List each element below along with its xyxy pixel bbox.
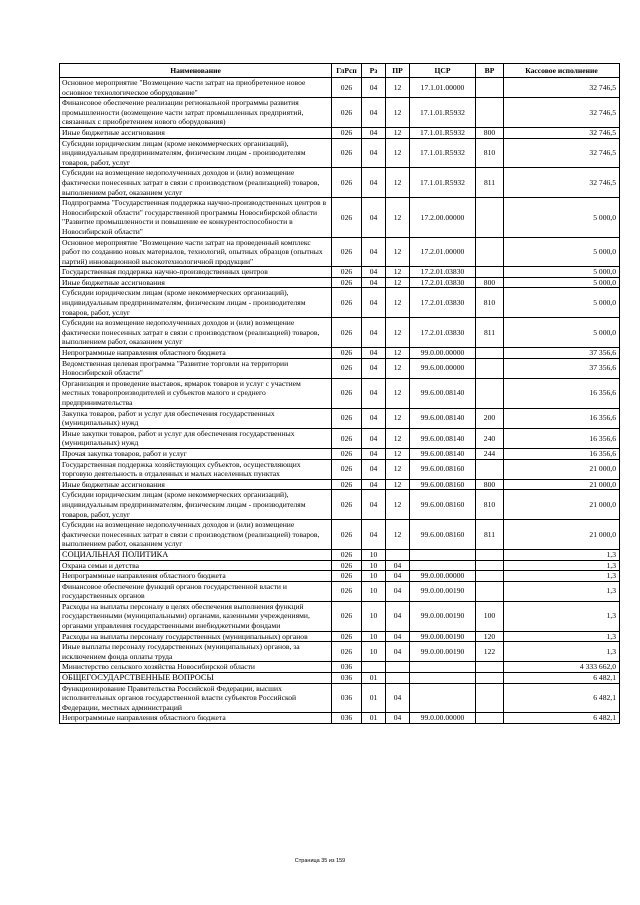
cell-name: Иные закупки товаров, работ и услуг для обеспечения государственных (муниципальных) нужд [60,428,332,448]
cell-name: Государственная поддержка хозяйствующих субъектов, осуществляющих торговую деятельность в отдаленных и малых населенных пунктах [60,459,332,479]
table-row [60,520,620,550]
cell-vr: 811 [476,168,504,198]
cell-sum: 5 000,0 [504,237,620,267]
cell-name: Государственная поддержка научно-производственных центров [60,267,332,278]
cell-vr: 811 [476,318,504,348]
cell-grs: 026 [332,98,362,128]
cell-vr [476,581,504,601]
cell-csr: 17.2.01.00000 [410,237,476,267]
cell-pr: 12 [386,98,410,128]
cell-rz: 10 [362,549,386,560]
cell-pr: 04 [386,683,410,713]
table-row [60,662,620,673]
cell-sum: 16 356,6 [504,448,620,459]
cell-vr [476,459,504,479]
cell-vr [476,662,504,673]
cell-sum: 6 482,1 [504,713,620,724]
cell-sum: 16 356,6 [504,378,620,408]
cell-csr: 99.6.00.08140 [410,378,476,408]
cell-name: Расходы на выплаты персоналу государственных (муниципальных) органов [60,631,332,642]
cell-sum: 1,3 [504,549,620,560]
cell-name: Субсидии на возмещение недополученных доходов и (или) возмещение фактически понесенных затрат в связи с производством (реализацией) товаров, выполнением работ, оказанием услуг [60,168,332,198]
cell-grs: 036 [332,662,362,673]
cell-grs: 026 [332,358,362,378]
cell-sum: 1,3 [504,642,620,662]
cell-rz [362,662,386,673]
cell-pr [386,549,410,560]
cell-pr: 12 [386,428,410,448]
cell-vr: 120 [476,631,504,642]
cell-sum: 1,3 [504,601,620,631]
cell-csr [410,560,476,571]
cell-sum: 6 482,1 [504,673,620,684]
cell-vr [476,713,504,724]
cell-vr: 240 [476,428,504,448]
header-rz: Рз [362,64,386,78]
cell-name: Непрограммные направления областного бюджета [60,713,332,724]
cell-grs: 026 [332,581,362,601]
cell-csr: 99.0.00.00000 [410,571,476,582]
cell-name: Иные бюджетные ассигнования [60,479,332,490]
cell-grs: 036 [332,683,362,713]
cell-name: Основное мероприятие "Возмещение части затрат на проведенный комплекс работ по созданию новых материалов, технологий, опытных образцов (опытных партий) инновационной высокотехнологичной продукции" [60,237,332,267]
cell-rz: 04 [362,448,386,459]
cell-sum: 1,3 [504,571,620,582]
cell-sum: 32 746,5 [504,78,620,98]
table-row [60,581,620,601]
cell-pr: 12 [386,479,410,490]
cell-name: Субсидии юридическим лицам (кроме некоммерческих организаций), индивидуальным предпринимателям, физическим лицам - производителям товаров, работ, услуг [60,288,332,318]
cell-vr: 800 [476,479,504,490]
cell-vr [476,358,504,378]
cell-sum: 5 000,0 [504,318,620,348]
cell-grs: 026 [332,601,362,631]
cell-sum: 1,3 [504,560,620,571]
table-row [60,683,620,713]
header-pr: ПР [386,64,410,78]
cell-grs: 036 [332,713,362,724]
cell-rz: 01 [362,713,386,724]
cell-sum: 1,3 [504,581,620,601]
table-row [60,448,620,459]
cell-pr: 12 [386,378,410,408]
cell-vr: 810 [476,138,504,168]
cell-grs: 026 [332,408,362,428]
table-row [60,408,620,428]
cell-pr: 12 [386,490,410,520]
cell-sum: 21 000,0 [504,479,620,490]
cell-pr: 04 [386,631,410,642]
cell-sum: 4 333 662,0 [504,662,620,673]
table-row [60,127,620,138]
cell-vr: 200 [476,408,504,428]
cell-rz: 04 [362,138,386,168]
cell-vr [476,198,504,237]
cell-rz: 04 [362,318,386,348]
cell-csr: 99.6.00.08160 [410,459,476,479]
cell-pr: 12 [386,408,410,428]
cell-name: Субсидии на возмещение недополученных доходов и (или) возмещение фактически понесенных затрат в связи с производством (реализацией) товаров, выполнением работ, оказанием услуг [60,318,332,348]
table-row [60,601,620,631]
cell-grs: 026 [332,631,362,642]
cell-name: ОБЩЕГОСУДАРСТВЕННЫЕ ВОПРОСЫ [60,673,332,684]
table-row [60,168,620,198]
cell-pr: 12 [386,78,410,98]
cell-csr: 99.0.00.00190 [410,601,476,631]
cell-vr: 811 [476,520,504,550]
cell-csr: 17.1.01.00000 [410,78,476,98]
cell-grs: 026 [332,78,362,98]
cell-csr [410,662,476,673]
cell-vr: 800 [476,127,504,138]
cell-sum: 32 746,5 [504,168,620,198]
cell-csr: 99.6.00.08140 [410,448,476,459]
cell-vr [476,571,504,582]
cell-csr: 99.6.00.08140 [410,408,476,428]
cell-name: Ведомственная целевая программа "Развитие торговли на территории Новосибирской области" [60,358,332,378]
cell-rz: 04 [362,288,386,318]
cell-grs: 026 [332,127,362,138]
cell-vr [476,78,504,98]
table-row [60,459,620,479]
cell-name: Иные бюджетные ассигнования [60,277,332,288]
cell-grs: 026 [332,571,362,582]
cell-vr [476,267,504,278]
cell-pr: 12 [386,348,410,359]
cell-rz: 10 [362,601,386,631]
cell-csr: 99.0.00.00000 [410,713,476,724]
cell-grs: 026 [332,138,362,168]
table-row [60,673,620,684]
cell-rz: 04 [362,98,386,128]
table-row [60,631,620,642]
cell-vr [476,549,504,560]
cell-rz: 04 [362,277,386,288]
table-row [60,358,620,378]
cell-rz: 10 [362,631,386,642]
cell-rz: 04 [362,78,386,98]
cell-grs: 026 [332,288,362,318]
cell-sum: 16 356,6 [504,428,620,448]
page-number: Страница 35 из 159 [294,858,346,864]
cell-name: Непрограммные направления областного бюджета [60,571,332,582]
table-row [60,318,620,348]
cell-sum: 32 746,5 [504,98,620,128]
table-row [60,267,620,278]
cell-sum: 5 000,0 [504,277,620,288]
cell-csr: 17.2.00.00000 [410,198,476,237]
table-row [60,98,620,128]
cell-sum: 5 000,0 [504,198,620,237]
cell-rz: 10 [362,571,386,582]
cell-pr: 12 [386,448,410,459]
cell-rz: 01 [362,673,386,684]
cell-grs: 026 [332,448,362,459]
cell-sum: 16 356,6 [504,408,620,428]
cell-grs: 026 [332,378,362,408]
cell-rz: 04 [362,237,386,267]
table-row [60,479,620,490]
cell-grs: 026 [332,267,362,278]
header-sum: Кассовое исполнение [504,64,620,78]
cell-pr: 04 [386,713,410,724]
cell-name: Иные бюджетные ассигнования [60,127,332,138]
cell-name: Организация и проведение выставок, ярмарок товаров и услуг с участием местных товаропроизводителей и субъектов малого и среднего предпринимательства [60,378,332,408]
cell-vr [476,683,504,713]
cell-name: Министерство сельского хозяйства Новосибирской области [60,662,332,673]
cell-sum: 32 746,5 [504,127,620,138]
cell-csr: 99.6.00.08160 [410,520,476,550]
cell-sum: 21 000,0 [504,520,620,550]
cell-sum: 37 356,6 [504,348,620,359]
table-row [60,237,620,267]
cell-rz: 04 [362,459,386,479]
cell-vr: 244 [476,448,504,459]
table-row [60,571,620,582]
cell-csr: 99.0.00.00190 [410,581,476,601]
header-name: Наименование [60,64,332,78]
cell-csr: 17.2.01.03830 [410,267,476,278]
cell-name: Основное мероприятие "Возмещение части затрат на приобретенное новое основное технологическое оборудование" [60,78,332,98]
cell-csr [410,683,476,713]
cell-vr [476,98,504,128]
cell-csr: 99.0.00.00000 [410,348,476,359]
cell-pr: 12 [386,358,410,378]
header-grs: ГлРсп [332,64,362,78]
cell-csr: 17.2.01.03830 [410,277,476,288]
cell-vr: 122 [476,642,504,662]
cell-csr: 99.6.00.08160 [410,479,476,490]
cell-csr [410,673,476,684]
cell-csr: 17.1.01.R5932 [410,98,476,128]
cell-pr: 12 [386,277,410,288]
table-row [60,348,620,359]
cell-csr: 17.2.01.03830 [410,318,476,348]
cell-grs: 026 [332,168,362,198]
cell-pr: 12 [386,168,410,198]
cell-grs: 026 [332,490,362,520]
cell-name: Непрограммные направления областного бюджета [60,348,332,359]
cell-sum: 21 000,0 [504,490,620,520]
cell-sum: 5 000,0 [504,288,620,318]
cell-vr [476,348,504,359]
cell-vr: 800 [476,277,504,288]
header-vr: ВР [476,64,504,78]
budget-table-sheet [59,63,619,724]
cell-rz: 04 [362,408,386,428]
cell-grs: 026 [332,642,362,662]
table-row [60,277,620,288]
cell-sum: 6 482,1 [504,683,620,713]
cell-grs: 026 [332,560,362,571]
cell-name: Подпрограмма "Государственная поддержка научно-производственных центров в Новосибирской области" государственной программы Новосибирской области "Развитие промышленности и повышение ее конкурентоспособности в Новосибирской области" [60,198,332,237]
cell-rz: 10 [362,560,386,571]
cell-grs: 026 [332,520,362,550]
cell-pr: 12 [386,127,410,138]
cell-sum: 5 000,0 [504,267,620,278]
cell-name: СОЦИАЛЬНАЯ ПОЛИТИКА [60,549,332,560]
cell-pr: 04 [386,642,410,662]
cell-pr: 12 [386,288,410,318]
cell-pr: 12 [386,198,410,237]
cell-grs: 026 [332,549,362,560]
table-body [60,78,620,724]
cell-rz: 10 [362,642,386,662]
cell-rz: 04 [362,127,386,138]
cell-grs: 026 [332,428,362,448]
cell-pr: 12 [386,318,410,348]
cell-pr: 12 [386,237,410,267]
cell-grs: 026 [332,348,362,359]
cell-rz: 04 [362,198,386,237]
table-row [60,428,620,448]
cell-grs: 026 [332,318,362,348]
header-csr: ЦСР [410,64,476,78]
cell-rz: 04 [362,348,386,359]
cell-vr: 810 [476,288,504,318]
cell-grs: 026 [332,459,362,479]
cell-sum: 37 356,6 [504,358,620,378]
cell-rz: 04 [362,520,386,550]
cell-csr: 17.2.01.03830 [410,288,476,318]
cell-csr: 17.1.01.R5932 [410,168,476,198]
table-row [60,198,620,237]
cell-rz: 04 [362,378,386,408]
cell-vr [476,237,504,267]
cell-sum: 32 746,5 [504,138,620,168]
table-row [60,560,620,571]
cell-csr: 99.0.00.00190 [410,631,476,642]
cell-grs: 026 [332,198,362,237]
cell-rz: 04 [362,168,386,198]
table-row [60,490,620,520]
cell-sum: 1,3 [504,631,620,642]
table-row [60,549,620,560]
cell-vr [476,560,504,571]
cell-pr: 12 [386,520,410,550]
table-row [60,288,620,318]
table-header-row [60,64,620,78]
cell-name: Закупка товаров, работ и услуг для обеспечения государственных (муниципальных) нужд [60,408,332,428]
table-row [60,642,620,662]
cell-rz: 04 [362,267,386,278]
cell-pr [386,662,410,673]
cell-csr: 99.6.00.00000 [410,358,476,378]
cell-rz: 04 [362,479,386,490]
cell-name: Расходы на выплаты персоналу в целях обеспечения выполнения функций государственными (муниципальными) органами, казенными учреждениями, органами управления государственными внебюджетными фондами [60,601,332,631]
budget-execution-table [59,63,620,724]
cell-pr [386,673,410,684]
cell-rz: 01 [362,683,386,713]
cell-grs: 036 [332,673,362,684]
cell-rz: 04 [362,428,386,448]
cell-vr [476,673,504,684]
cell-sum: 21 000,0 [504,459,620,479]
cell-rz: 10 [362,581,386,601]
cell-name: Финансовое обеспечение функций органов государственной власти и государственных органов [60,581,332,601]
cell-pr: 04 [386,581,410,601]
cell-csr: 99.6.00.08160 [410,490,476,520]
cell-name: Субсидии юридическим лицам (кроме некоммерческих организаций), индивидуальным предпринимателям, физическим лицам - производителям товаров, работ, услуг [60,490,332,520]
cell-name: Охрана семьи и детства [60,560,332,571]
cell-csr: 17.1.01.R5932 [410,138,476,168]
table-row [60,138,620,168]
cell-pr: 04 [386,601,410,631]
table-row [60,78,620,98]
cell-vr: 100 [476,601,504,631]
cell-pr: 12 [386,459,410,479]
cell-pr: 12 [386,138,410,168]
cell-name: Прочая закупка товаров, работ и услуг [60,448,332,459]
table-row [60,378,620,408]
cell-name: Субсидии на возмещение недополученных доходов и (или) возмещение фактически понесенных затрат в связи с производством (реализацией) товаров, выполнением работ, оказанием услуг [60,520,332,550]
cell-csr: 99.0.00.00190 [410,642,476,662]
cell-rz: 04 [362,358,386,378]
table-row [60,713,620,724]
cell-grs: 026 [332,277,362,288]
cell-grs: 026 [332,237,362,267]
cell-csr [410,549,476,560]
cell-vr: 810 [476,490,504,520]
cell-name: Финансовое обеспечение реализации региональной программы развития промышленности (возмещение части затрат промышленных предприятий, связанных с приобретением нового оборудования) [60,98,332,128]
cell-pr: 12 [386,267,410,278]
cell-vr [476,378,504,408]
cell-csr: 99.6.00.08140 [410,428,476,448]
cell-csr: 17.1.01.R5932 [410,127,476,138]
cell-name: Субсидии юридическим лицам (кроме некоммерческих организаций), индивидуальным предпринимателям, физическим лицам - производителям товаров, работ, услуг [60,138,332,168]
cell-pr: 04 [386,571,410,582]
cell-grs: 026 [332,479,362,490]
cell-pr: 04 [386,560,410,571]
cell-rz: 04 [362,490,386,520]
cell-name: Функционирование Правительства Российской Федерации, высших исполнительных органов государственной власти субъектов Российской Федерации, местных администраций [60,683,332,713]
cell-name: Иные выплаты персоналу государственных (муниципальных) органов, за исключением фонда оплаты труда [60,642,332,662]
